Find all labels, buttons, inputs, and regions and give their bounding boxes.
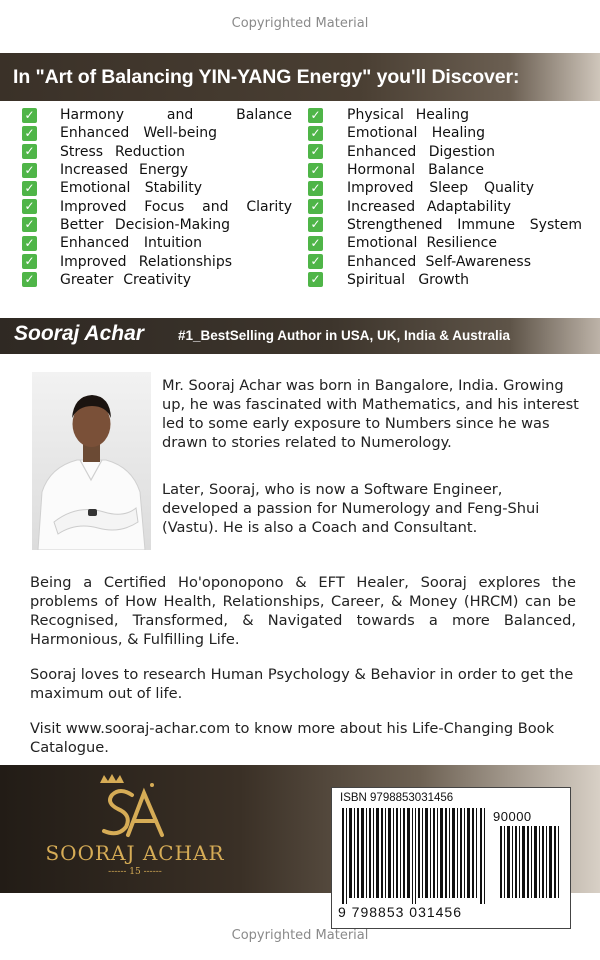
benefit-label: Greater Creativity: [60, 271, 191, 288]
benefit-label: Improved Relationships: [60, 253, 232, 270]
check-icon: ✓: [22, 272, 37, 287]
bio-paragraph-2: Later, Sooraj, who is now a Software Engineer, developed a passion for Numerology and Feng-Shui (Vastu). He is also a Coach and Consultant.: [162, 481, 540, 536]
benefits-left-column: [22, 106, 292, 289]
check-icon: ✓: [22, 163, 37, 178]
copyright-watermark-bottom: Copyrighted Material: [231, 928, 369, 943]
check-icon: ✓: [22, 236, 37, 251]
check-icon: ✓: [308, 163, 323, 178]
author-photo: [32, 372, 151, 550]
benefit-item: [308, 179, 582, 197]
check-icon: ✓: [22, 181, 37, 196]
benefit-label: Enhanced Digestion: [347, 143, 495, 160]
check-icon: ✓: [308, 272, 323, 287]
benefit-item: [22, 143, 292, 161]
bio-paragraph-5: Visit www.sooraj-achar.com to know more about his Life-Changing Book Catalogue.: [30, 720, 555, 756]
author-logo: [40, 773, 230, 885]
check-icon: ✓: [308, 144, 323, 159]
benefit-item: [22, 216, 292, 234]
benefit-item: [22, 197, 292, 215]
check-icon: ✓: [308, 254, 323, 269]
benefit-label: Stress Reduction: [60, 143, 185, 160]
author-portrait-icon: [32, 372, 151, 550]
benefit-label: Increased Adaptability: [347, 198, 511, 215]
benefit-label: Better Decision-Making: [60, 216, 230, 233]
check-icon: ✓: [22, 254, 37, 269]
benefit-item: [308, 271, 582, 289]
benefit-item: [22, 106, 292, 124]
benefit-label: Strengthened Immune System: [347, 216, 582, 233]
check-icon: ✓: [22, 126, 37, 141]
sa-monogram-icon: [40, 773, 230, 843]
benefit-label: Improved Sleep Quality: [347, 180, 534, 197]
benefit-label: Improved Focus and Clarity: [60, 198, 292, 215]
discover-banner-text: In "Art of Balancing YIN-YANG Energy" you'll Discover:: [13, 66, 520, 88]
check-icon: ✓: [308, 126, 323, 141]
benefit-item: [308, 197, 582, 215]
check-icon: ✓: [22, 144, 37, 159]
bio-paragraph-1: Mr. Sooraj Achar was born in Bangalore, India. Growing up, he was fascinated with Mathematics, and his interest led to some early exposure to Numbers since he was drawn to stories related to Numerology.: [162, 377, 579, 451]
benefit-item: [22, 179, 292, 197]
bio-paragraph-4: Sooraj loves to research Human Psychology & Behavior in order to get the maximum out of life.: [30, 666, 574, 702]
check-icon: ✓: [308, 217, 323, 232]
benefit-label: Enhanced Intuition: [60, 235, 202, 252]
benefit-label: Spiritual Growth: [347, 271, 469, 288]
benefit-label: Emotional Stability: [60, 180, 202, 197]
check-icon: ✓: [22, 217, 37, 232]
benefit-item: [308, 106, 582, 124]
benefit-label: Hormonal Balance: [347, 162, 484, 179]
check-icon: ✓: [308, 181, 323, 196]
benefit-label: Harmony and Balance: [60, 107, 292, 124]
check-icon: ✓: [22, 199, 37, 214]
benefit-label: Emotional Resilience: [347, 235, 497, 252]
benefit-item: [22, 124, 292, 142]
discover-banner: [0, 53, 600, 101]
check-icon: ✓: [308, 108, 323, 123]
isbn-barcode: [331, 787, 571, 929]
check-icon: ✓: [22, 108, 37, 123]
barcode-bars-icon: [340, 808, 566, 904]
benefit-item: [22, 161, 292, 179]
benefit-label: Emotional Healing: [347, 125, 485, 142]
benefits-list: [0, 106, 600, 292]
benefit-item: [308, 161, 582, 179]
benefit-item: [308, 216, 582, 234]
logo-number: ------ 15 ------: [108, 867, 162, 877]
benefit-label: Increased Energy: [60, 162, 188, 179]
benefit-item: [22, 252, 292, 270]
price-code: 90000: [493, 809, 532, 824]
copyright-watermark-top: Copyrighted Material: [231, 16, 369, 31]
benefit-label: Enhanced Well-being: [60, 125, 217, 142]
benefit-item: [22, 234, 292, 252]
author-tagline: #1_BestSelling Author in USA, UK, India & Australia: [178, 328, 511, 343]
check-icon: ✓: [308, 199, 323, 214]
author-name: Sooraj Achar: [14, 322, 144, 345]
benefit-item: [22, 271, 292, 289]
isbn-text: ISBN 9798853031456: [340, 792, 454, 804]
benefit-label: Enhanced Self-Awareness: [347, 253, 531, 270]
benefits-right-column: [308, 106, 582, 289]
author-banner: [0, 318, 600, 354]
benefit-item: [308, 143, 582, 161]
check-icon: ✓: [308, 236, 323, 251]
benefit-label: Physical Healing: [347, 107, 469, 124]
benefit-item: [308, 234, 582, 252]
barcode-number: 9 798853 031456: [338, 904, 462, 920]
benefit-item: [308, 252, 582, 270]
benefit-item: [308, 124, 582, 142]
logo-name: SOORAJ ACHAR: [45, 841, 225, 865]
bio-paragraph-3: Being a Certified Ho'oponopono & EFT Healer, Sooraj explores the problems of How Health, Relationships, Career, & Money (HRCM) can be Recognised, Transformed, & Navigated towards a more Balanced, Harmonious, & Fulfilling Life.: [30, 574, 576, 648]
